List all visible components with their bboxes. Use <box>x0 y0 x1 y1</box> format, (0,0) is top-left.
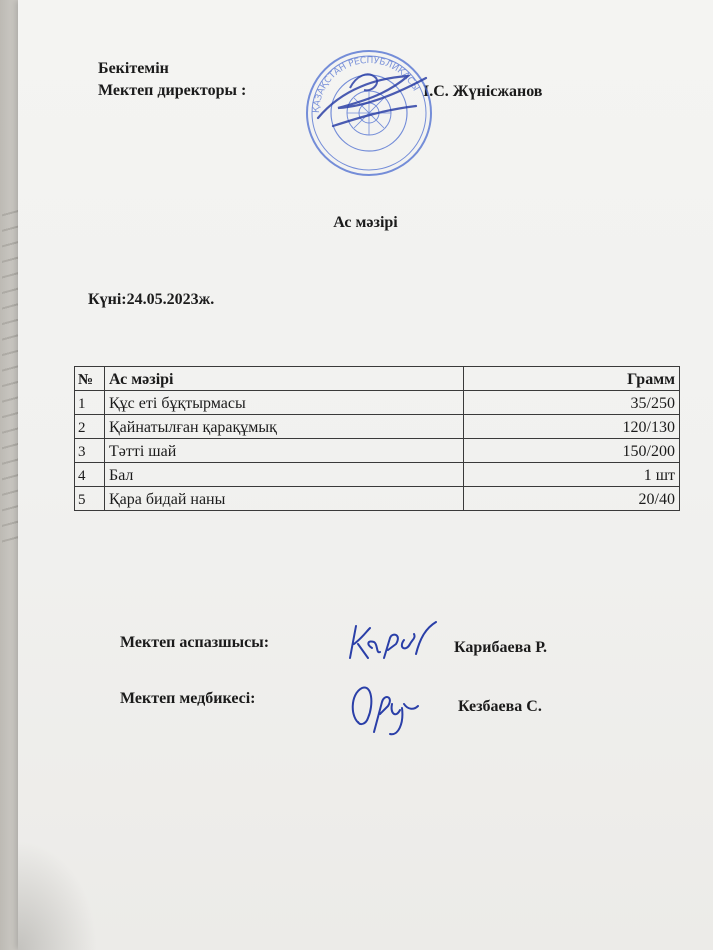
table-row <box>75 463 680 487</box>
table-row <box>75 439 680 463</box>
table-row <box>75 487 680 511</box>
row-number: 3 <box>75 439 105 463</box>
row-dish: Тәтті шай <box>105 439 464 463</box>
header-number: № <box>75 367 105 391</box>
cook-label: Мектеп аспазшысы: <box>120 634 270 651</box>
director-label: Мектеп директоры : <box>98 82 247 99</box>
document-page <box>18 0 713 950</box>
row-number: 5 <box>75 487 105 511</box>
page-shadow <box>18 840 98 950</box>
menu-table <box>74 366 680 511</box>
row-dish: Қара бидай наны <box>105 487 464 511</box>
table-header-row <box>75 367 680 391</box>
row-grams: 120/130 <box>464 415 680 439</box>
menu-date: Күні:24.05.2023ж. <box>88 291 215 308</box>
director-name: І.С. Жүнісжанов <box>423 83 543 100</box>
header-grams: Грамм <box>464 367 680 391</box>
nurse-label: Мектеп медбикесі: <box>120 690 256 707</box>
row-dish: Құс еті бұқтырмасы <box>105 391 464 415</box>
row-grams: 150/200 <box>464 439 680 463</box>
row-number: 2 <box>75 415 105 439</box>
row-grams: 35/250 <box>464 391 680 415</box>
page-title: Ас мәзірі <box>333 214 398 231</box>
approve-label: Бекітемін <box>98 60 169 77</box>
cook-name: Карибаева Р. <box>454 639 548 656</box>
header-dish: Ас мәзірі <box>105 367 464 391</box>
table-row <box>75 391 680 415</box>
row-grams: 20/40 <box>464 487 680 511</box>
row-grams: 1 шт <box>464 463 680 487</box>
nurse-signature-icon <box>346 674 426 738</box>
row-number: 1 <box>75 391 105 415</box>
row-dish: Қайнатылған қарақұмық <box>105 415 464 439</box>
row-dish: Бал <box>105 463 464 487</box>
row-number: 4 <box>75 463 105 487</box>
nurse-name: Кезбаева С. <box>458 698 542 715</box>
cook-signature-icon <box>344 618 444 666</box>
round-state-seal-icon <box>298 48 440 178</box>
table-row <box>75 415 680 439</box>
seal-text: ҚАЗАҚСТАН РЕСПУБЛИКАСЫ <box>311 55 421 114</box>
